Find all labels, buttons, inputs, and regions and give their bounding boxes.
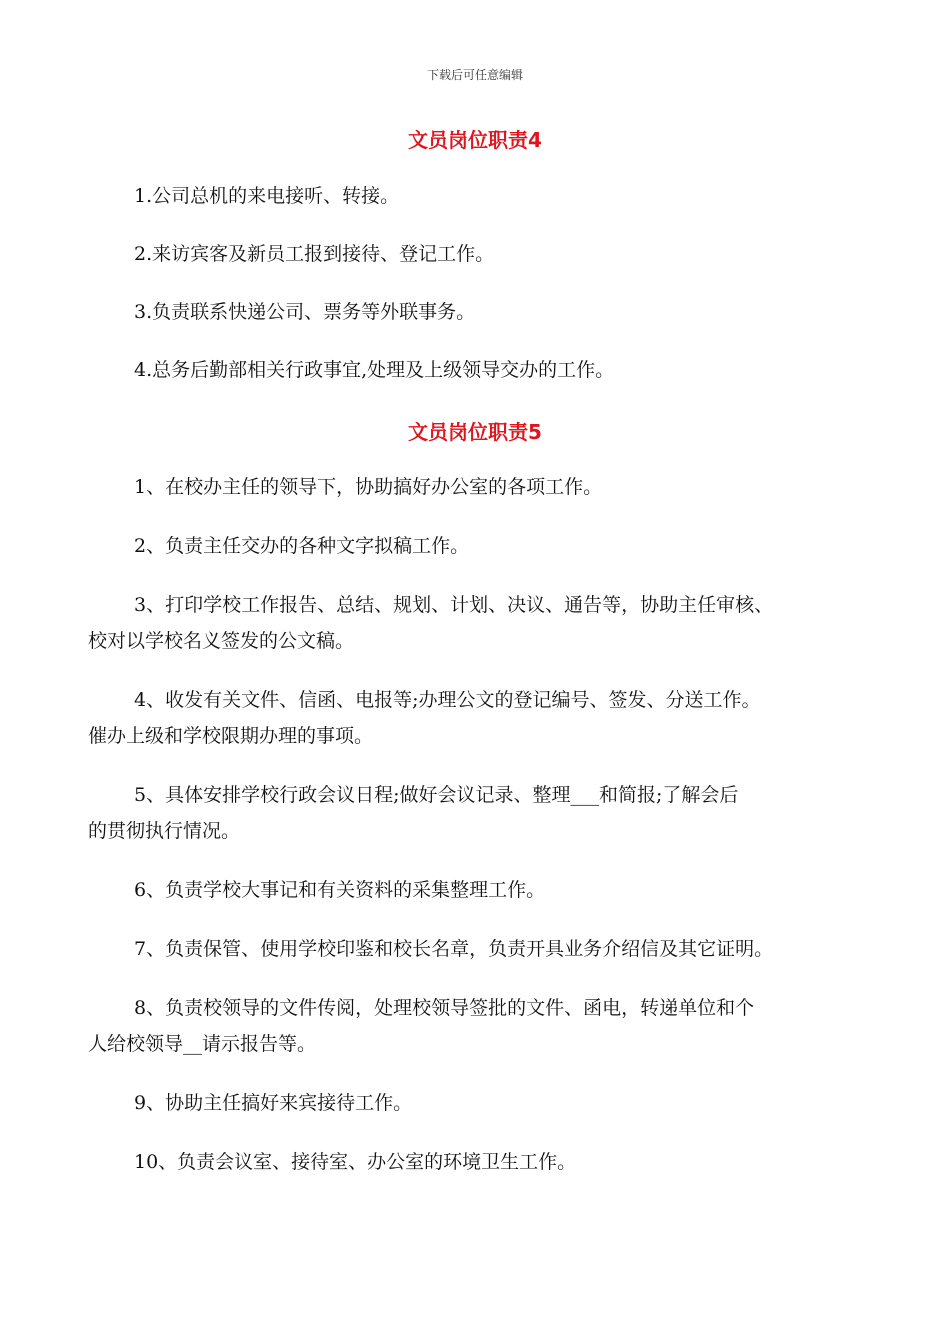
- section-5-item-8: [88, 990, 878, 1062]
- section-5-item-7: [88, 931, 878, 967]
- item-line: 9、协助主任搞好来宾接待工作。: [134, 1092, 413, 1114]
- section-4-item-1: 1.公司总机的来电接听、转接。: [134, 185, 400, 207]
- item-line: 校对以学校名义签发的公文稿。: [88, 630, 355, 652]
- section-5-title: 文员岗位职责5: [408, 420, 542, 444]
- item-line: 3、打印学校工作报告、总结、规划、计划、决议、通告等，协助主任审核、: [134, 594, 774, 616]
- section-4-title: 文员岗位职责4: [408, 128, 542, 152]
- section-4-item-3: 3.负责联系快递公司、票务等外联事务。: [134, 301, 476, 323]
- item-line: 的贯彻执行情况。: [88, 820, 241, 842]
- section-4-item-4: 4.总务后勤部相关行政事宜,处理及上级领导交办的工作。: [134, 359, 615, 381]
- item-line: 5、具体安排学校行政会议日程;做好会议记录、整理___和简报;了解会后: [134, 784, 739, 806]
- item-line: 7、负责保管、使用学校印鉴和校长名章，负责开具业务介绍信及其它证明。: [134, 938, 774, 960]
- item-line: 2、负责主任交办的各种文字拟稿工作。: [134, 535, 470, 557]
- section-5-item-6: [88, 872, 878, 908]
- section-5-item-10: [88, 1144, 878, 1180]
- item-line: 10、负责会议室、接待室、办公室的环境卫生工作。: [134, 1151, 577, 1173]
- item-line: 6、负责学校大事记和有关资料的采集整理工作。: [134, 879, 546, 901]
- item-line: 人给校领导__请示报告等。: [88, 1033, 317, 1055]
- page-header-note: 下载后可任意编辑: [426, 68, 523, 82]
- item-line: 1、在校办主任的领导下，协助搞好办公室的各项工作。: [134, 476, 603, 498]
- item-line: 催办上级和学校限期办理的事项。: [88, 725, 374, 747]
- section-5-item-5: [88, 777, 878, 849]
- section-5-item-9: [88, 1085, 878, 1121]
- item-line: 4、收发有关文件、信函、电报等;办理公文的登记编号、签发、分送工作。: [134, 689, 761, 711]
- section-5-item-3: [88, 587, 878, 659]
- section-4-item-2: 2.来访宾客及新员工报到接待、登记工作。: [134, 243, 495, 265]
- section-5-item-1: [88, 469, 878, 505]
- section-5-item-2: [88, 528, 878, 564]
- section-5-item-4: [88, 682, 878, 754]
- item-line: 8、负责校领导的文件传阅，处理校领导签批的文件、函电，转递单位和个: [134, 997, 755, 1019]
